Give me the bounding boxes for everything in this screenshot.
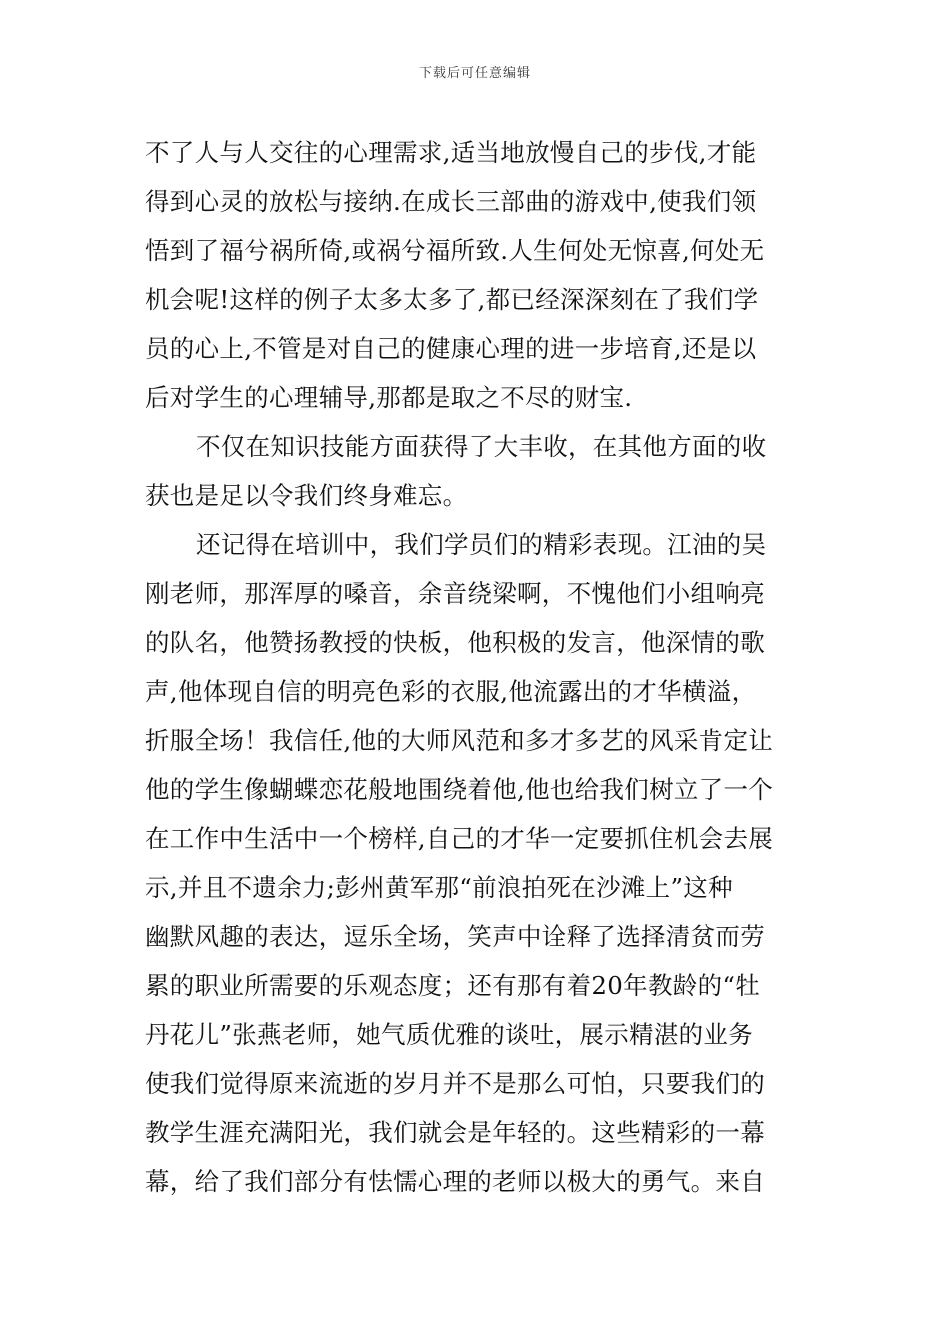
text-line: 得到心灵的放松与接纳.在成长三部曲的游戏中,使我们领 — [145, 187, 757, 216]
text-line: 幕，给了我们部分有怯懦心理的老师以极大的勇气。来自 — [145, 1167, 765, 1196]
text-line: 悟到了福兮祸所倚,或祸兮福所致.人生何处无惊喜,何处无 — [145, 236, 765, 265]
paragraph-first-line: 还记得在培训中，我们学员们的精彩表现。江油的吴 — [196, 530, 767, 559]
text-line: 的队名，他赞扬教授的快板，他积极的发言，他深情的歌 — [145, 628, 765, 657]
text-line: 员的心上,不管是对自己的健康心理的进一步培育,还是以 — [145, 334, 757, 363]
page-header: 下载后可任意编辑 — [418, 66, 531, 81]
text-line: 累的职业所需要的乐观态度；还有那有着20年教龄的“牡 — [145, 971, 760, 1000]
text-line: 不了人与人交往的心理需求,适当地放慢自己的步伐,才能 — [145, 138, 757, 167]
paragraph-first-line: 不仅在知识技能方面获得了大丰收，在其他方面的收 — [196, 432, 767, 461]
text-line: 丹花儿”张燕老师，她气质优雅的谈吐，展示精湛的业务 — [145, 1020, 754, 1049]
text-line: 获也是足以令我们终身难忘。 — [145, 481, 468, 510]
text-line: 幽默风趣的表达，逗乐全场，笑声中诠释了选择清贫而劳 — [145, 922, 765, 951]
text-line: 教学生涯充满阳光，我们就会是年轻的。这些精彩的一幕 — [145, 1118, 765, 1147]
text-line: 示,并且不遗余力;彭州黄军那“前浪拍死在沙滩上”这种 — [145, 873, 733, 902]
text-line: 在工作中生活中一个榜样,自己的才华一定要抓住机会去展 — [145, 824, 774, 853]
text-line: 后对学生的心理辅导,那都是取之不尽的财宝. — [145, 383, 633, 412]
body-text — [145, 128, 807, 1206]
text-line: 刚老师，那浑厚的嗓音，余音绕梁啊，不愧他们小组响亮 — [145, 579, 765, 608]
text-line: 他的学生像蝴蝶恋花般地围绕着他,他也给我们树立了一个 — [145, 775, 774, 804]
text-line: 折服全场！我信任,他的大师风范和多才多艺的风采肯定让 — [145, 726, 774, 755]
text-line: 使我们觉得原来流逝的岁月并不是那么可怕，只要我们的 — [145, 1069, 765, 1098]
text-line: 机会呢!这样的例子太多太多了,都已经深深刻在了我们学 — [145, 285, 759, 314]
text-line: 声,他体现自信的明亮色彩的衣服,他流露出的才华横溢， — [145, 677, 757, 706]
